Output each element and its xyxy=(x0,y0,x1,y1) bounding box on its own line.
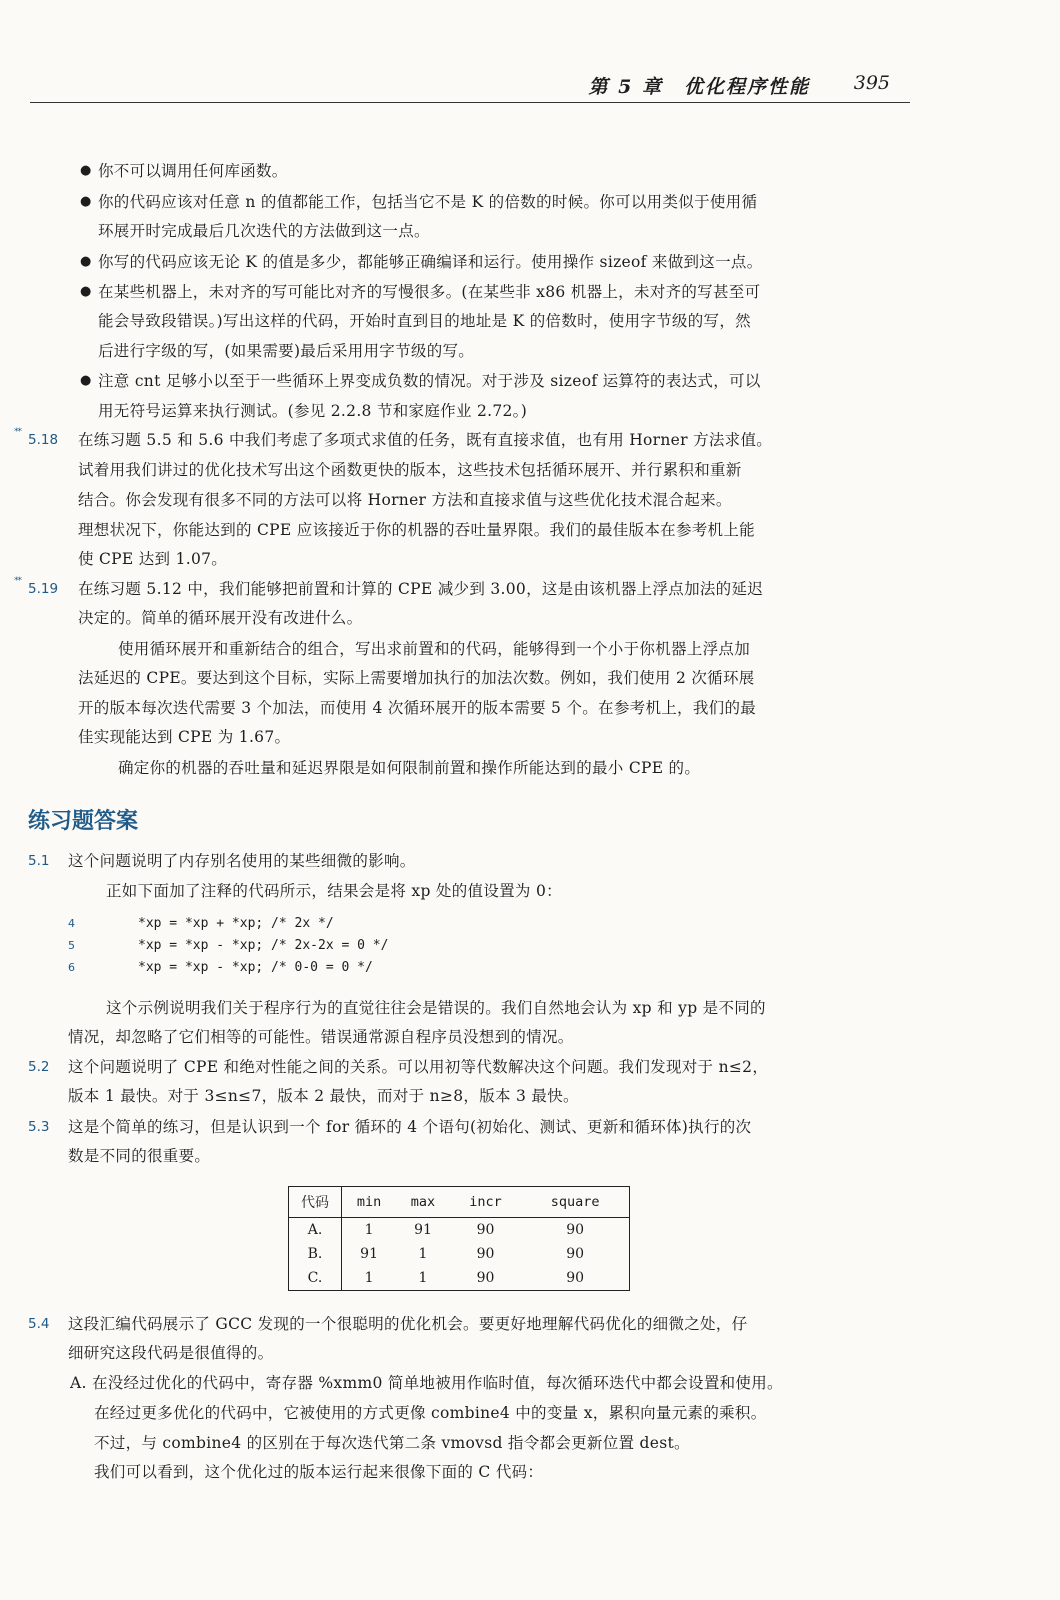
table-cell: 90 xyxy=(476,1222,495,1238)
section-title: 练习题答案 xyxy=(28,809,139,834)
problem-text: 使用循环展开和重新结合的组合，写出求前置和的代码，能够得到一个小于你机器上浮点加 xyxy=(118,640,751,658)
answer-number: 5.3 xyxy=(28,1119,50,1135)
answer-text: 这段汇编代码展示了 GCC 发现的一个很聪明的优化机会。要更好地理解代码优化的细微之处，仔 xyxy=(68,1315,748,1333)
table-cell: 1 xyxy=(364,1222,374,1238)
table-header-row xyxy=(289,1187,630,1218)
table-header: incr xyxy=(450,1187,521,1218)
answer-text: 这个示例说明我们关于程序行为的直觉往往会是错误的。我们自然地会认为 xp 和 yp 是不同的 xyxy=(106,999,766,1017)
answer-subitem: A. 在没经过优化的代码中，寄存器 %xmm0 简单地被用作临时值，每次循环迭代中都会设置和使用。 xyxy=(70,1374,783,1392)
problem-number: 5.18 xyxy=(28,432,59,448)
answer-text: 这个问题说明了 CPE 和绝对性能之间的关系。可以用初等代数解决这个问题。我们发现对于 n≤2， xyxy=(68,1058,769,1076)
chapter-title: 第 5 章 优化程序性能 xyxy=(588,76,810,98)
code-line-number: 6 xyxy=(68,961,75,974)
problem-text: 佳实现能达到 CPE 为 1.67。 xyxy=(78,728,291,746)
answer-text: 细研究这段代码是很值得的。 xyxy=(68,1344,274,1362)
bullet-text: 你写的代码应该无论 K 的值是多少，都能够正确编译和运行。使用操作 sizeof 来做到这一点。 xyxy=(98,253,763,271)
table-row xyxy=(289,1218,630,1243)
bullet-dot: ● xyxy=(80,254,92,269)
page-header xyxy=(30,70,910,103)
table-header: square xyxy=(521,1187,629,1218)
page-number: 395 xyxy=(853,72,890,94)
table-cell: 91 xyxy=(414,1222,432,1238)
table-header: max xyxy=(396,1187,450,1218)
answer-number: 5.1 xyxy=(28,853,50,869)
table-cell: 1 xyxy=(418,1246,428,1262)
code-line: *xp = *xp - *xp; /* 0-0 = 0 */ xyxy=(138,960,373,975)
code-line: *xp = *xp + *xp; /* 2x */ xyxy=(138,916,334,931)
problem-text: 结合。你会发现有很多不同的方法可以将 Horner 方法和直接求值与这些优化技术混合起来。 xyxy=(78,491,732,509)
table-cell: 90 xyxy=(566,1246,585,1262)
answer-subitem: 我们可以看到，这个优化过的版本运行起来很像下面的 C 代码： xyxy=(94,1463,544,1481)
problem-text: 在练习题 5.12 中，我们能够把前置和计算的 CPE 减少到 3.00，这是由该机器上浮点加法的延迟 xyxy=(78,580,764,598)
problem-text: 在练习题 5.5 和 5.6 中我们考虑了多项式求值的任务，既有直接求值，也有用 Horner 方法求值。 xyxy=(78,431,773,449)
bullet-text: 在某些机器上，未对齐的写可能比对齐的写慢很多。(在某些非 x86 机器上，未对齐的写甚至可 xyxy=(98,283,761,301)
answer-text: 数是不同的很重要。 xyxy=(68,1147,211,1165)
table-row xyxy=(289,1242,630,1266)
answer-number: 5.4 xyxy=(28,1316,50,1332)
table-cell: 90 xyxy=(566,1222,585,1238)
bullet-dot: ● xyxy=(80,373,92,388)
problem-text: 确定你的机器的吞吐量和延迟界限是如何限制前置和操作所能达到的最小 CPE 的。 xyxy=(118,759,701,777)
table-row xyxy=(289,1266,630,1291)
difficulty-stars: ** xyxy=(14,427,21,437)
answer-text: 这个问题说明了内存别名使用的某些细微的影响。 xyxy=(68,852,416,870)
code-line-number: 5 xyxy=(68,939,75,952)
table-cell: 90 xyxy=(476,1270,495,1286)
code-line: *xp = *xp - *xp; /* 2x-2x = 0 */ xyxy=(138,938,389,953)
bullet-dot: ● xyxy=(80,163,92,178)
answer-text: 版本 1 最快。对于 3≤n≤7，版本 2 最快，而对于 n≥8，版本 3 最快。 xyxy=(68,1087,579,1105)
problem-text: 法延迟的 CPE。要达到这个目标，实际上需要增加执行的加法次数。例如，我们使用 2 次循环展 xyxy=(78,669,755,687)
table-cell: 1 xyxy=(418,1270,428,1286)
table-header: min xyxy=(342,1187,397,1218)
loop-count-table xyxy=(288,1186,630,1291)
answer-text: 情况，却忽略了它们相等的可能性。错误通常源自程序员没想到的情况。 xyxy=(68,1028,574,1046)
bullet-text: 环展开时完成最后几次迭代的方法做到这一点。 xyxy=(98,222,430,240)
problem-text: 理想状况下，你能达到的 CPE 应该接近于你的机器的吞吐量界限。我们的最佳版本在参考机上能 xyxy=(78,521,755,539)
bullet-dot: ● xyxy=(80,194,92,209)
table-cell: B. xyxy=(289,1242,342,1266)
bullet-text: 后进行字级的写，(如果需要)最后采用用字节级的写。 xyxy=(98,342,475,360)
table-cell: 1 xyxy=(364,1270,374,1286)
answer-text: 正如下面加了注释的代码所示，结果会是将 xp 处的值设置为 0： xyxy=(106,882,562,900)
table-cell: 91 xyxy=(360,1246,378,1262)
table-header: 代码 xyxy=(289,1187,342,1218)
bullet-text: 用无符号运算来执行测试。(参见 2.2.8 节和家庭作业 2.72。) xyxy=(98,402,528,420)
table-cell: A. xyxy=(289,1218,342,1243)
bullet-dot: ● xyxy=(80,284,92,299)
difficulty-stars: ** xyxy=(14,576,21,586)
problem-text: 决定的。简单的循环展开没有改进什么。 xyxy=(78,609,363,627)
answer-subitem: 不过，与 combine4 的区别在于每次迭代第二条 vmovsd 指令都会更新位置 dest。 xyxy=(94,1434,690,1452)
code-line-number: 4 xyxy=(68,917,75,930)
problem-text: 试着用我们讲过的优化技术写出这个函数更快的版本，这些技术包括循环展开、并行累积和重新 xyxy=(78,461,742,479)
problem-text: 开的版本每次迭代需要 3 个加法，而使用 4 次循环展开的版本需要 5 个。在参考机上，我们的最 xyxy=(78,699,757,717)
bullet-text: 能会导致段错误。)写出这样的代码，开始时直到目的地址是 K 的倍数时，使用字节级的写，然 xyxy=(98,312,751,330)
bullet-text: 你不可以调用任何库函数。 xyxy=(98,162,288,180)
answer-number: 5.2 xyxy=(28,1059,50,1075)
table-cell: 90 xyxy=(476,1246,495,1262)
table-cell: 90 xyxy=(566,1270,585,1286)
problem-text: 使 CPE 达到 1.07。 xyxy=(78,550,228,568)
problem-number: 5.19 xyxy=(28,581,59,597)
table-cell: C. xyxy=(289,1266,342,1291)
answer-subitem: 在经过更多优化的代码中，它被使用的方式更像 combine4 中的变量 x，累积向量元素的乘积。 xyxy=(94,1404,767,1422)
answer-text: 这是个简单的练习，但是认识到一个 for 循环的 4 个语句(初始化、测试、更新和循环体)执行的次 xyxy=(68,1118,752,1136)
bullet-text: 注意 cnt 足够小以至于一些循环上界变成负数的情况。对于涉及 sizeof 运算符的表达式，可以 xyxy=(98,372,761,390)
bullet-text: 你的代码应该对任意 n 的值都能工作，包括当它不是 K 的倍数的时候。你可以用类似于使用循 xyxy=(98,193,758,211)
